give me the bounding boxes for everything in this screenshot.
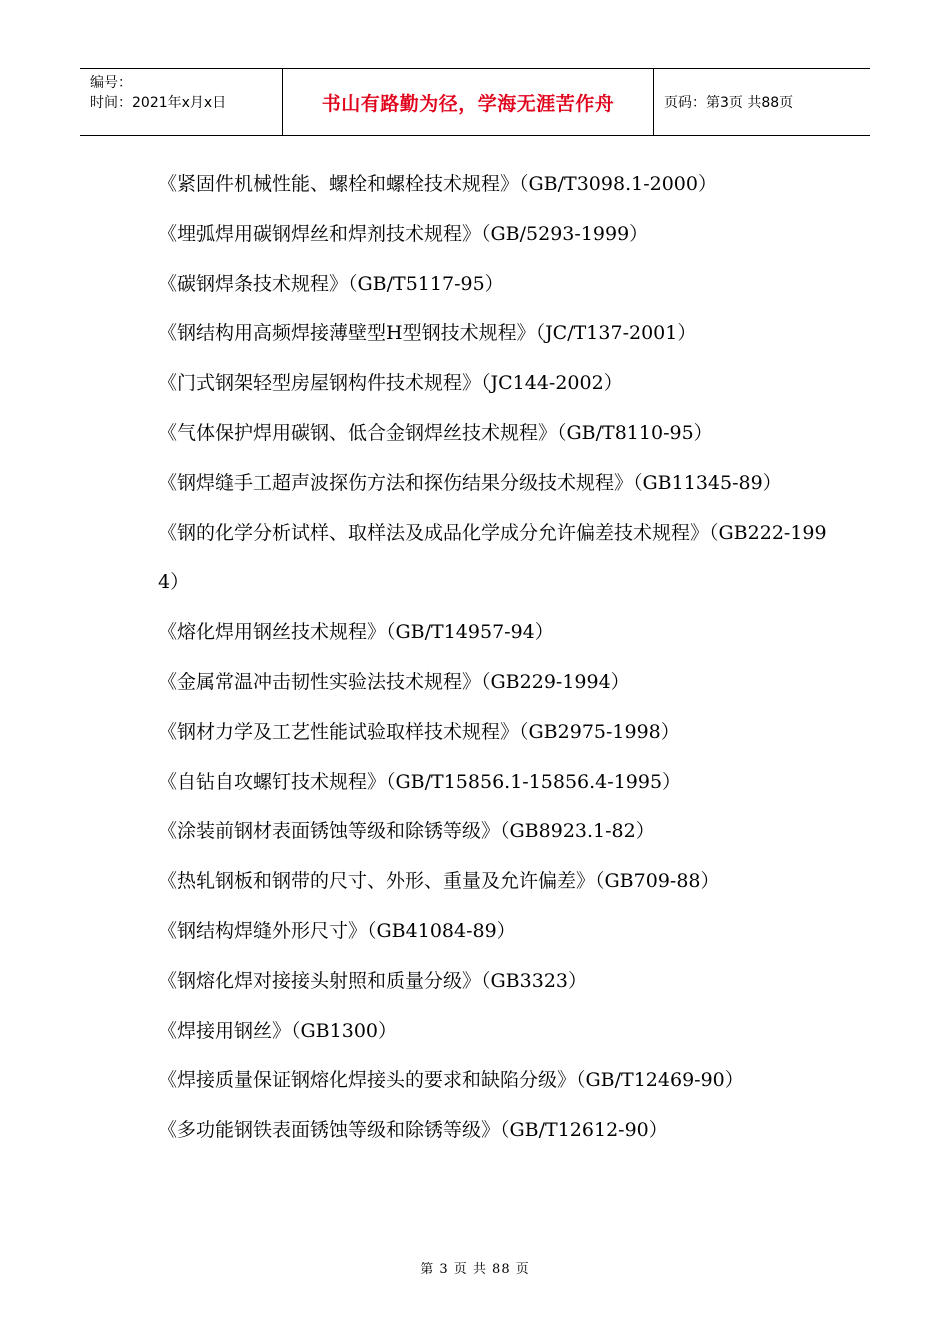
header-motto-cell — [282, 69, 654, 135]
standard-item: 《金属常温冲击韧性实验法技术规程》（GB229-1994） — [158, 670, 630, 693]
standards-list — [158, 160, 848, 1156]
standard-item: 《钢熔化焊对接接头射照和质量分级》（GB3323） — [158, 969, 587, 992]
standard-item: 《热轧钢板和钢带的尺寸、外形、重量及允许偏差》（GB709-88） — [158, 870, 720, 893]
standard-item: 《紧固件机械性能、螺栓和螺栓技术规程》（GB/T3098.1-2000） — [158, 173, 717, 195]
standard-item: 《气体保护焊用碳钢、低合金钢焊丝技术规程》（GB/T8110-95） — [158, 421, 713, 444]
standard-item: 《钢的化学分析试样、取样法及成品化学成分允许偏差技术规程》（GB222-1994） — [158, 521, 827, 594]
header-motto: 书山有路勤为径，学海无涯苦作舟 — [321, 92, 615, 115]
time-label: 时间：2021年x月x日 — [90, 95, 227, 111]
standard-item: 《埋弧焊用碳钢焊丝和焊剂技术规程》（GB/5293-1999） — [158, 222, 649, 245]
standard-item: 《自钻自攻螺钉技术规程》（GB/T15856.1-15856.4-1995） — [158, 770, 682, 793]
standard-item: 《涂装前钢材表面锈蚀等级和除锈等级》（GB8923.1-82） — [158, 820, 655, 843]
standard-item: 《碳钢焊条技术规程》（GB/T5117-95） — [158, 272, 504, 295]
standard-item: 《钢材力学及工艺性能试验取样技术规程》（GB2975-1998） — [158, 720, 680, 743]
standard-item: 《焊接用钢丝》（GB1300） — [158, 1019, 397, 1042]
header-page-info: 页码：第3页 共88页 — [664, 95, 794, 111]
page-footer: 第 3 页 共 88 页 — [420, 1262, 530, 1277]
standard-item: 《焊接质量保证钢熔化焊接头的要求和缺陷分级》（GB/T12469-90） — [158, 1069, 744, 1092]
number-label: 编号： — [90, 75, 132, 91]
page-header — [80, 68, 870, 136]
standard-item: 《门式钢架轻型房屋钢构件技术规程》（JC144-2002） — [158, 372, 623, 395]
header-meta — [80, 69, 282, 135]
standard-item: 《钢结构用高频焊接薄壁型H型钢技术规程》（JC/T137-2001） — [158, 322, 697, 345]
standard-item: 《熔化焊用钢丝技术规程》（GB/T14957-94） — [158, 621, 554, 644]
standard-item: 《钢焊缝手工超声波探伤方法和探伤结果分级技术规程》（GB11345-89） — [158, 471, 782, 494]
standard-item: 《钢结构焊缝外形尺寸》（GB41084-89） — [158, 919, 516, 942]
standard-item: 《多功能钢铁表面锈蚀等级和除锈等级》（GB/T12612-90） — [158, 1119, 668, 1142]
